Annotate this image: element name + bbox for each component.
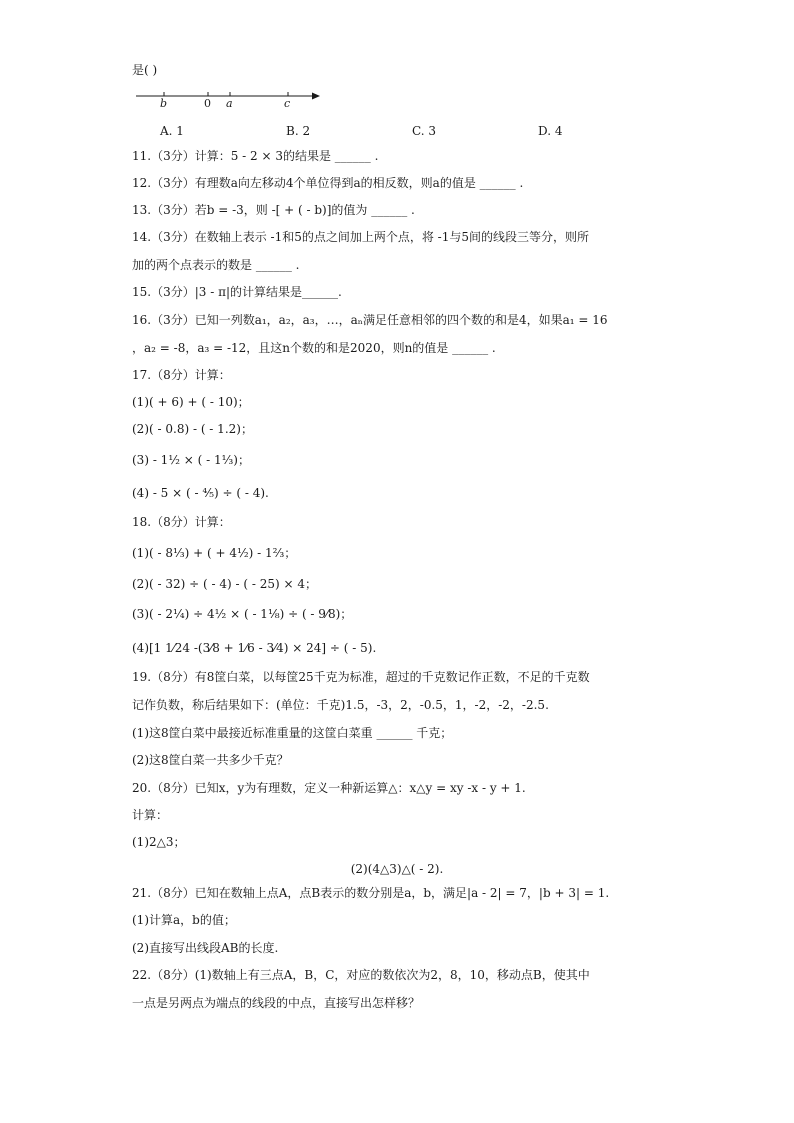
q10-options [160, 124, 600, 140]
question-22-line-2: 一点是另两点为端点的线段的中点，直接写出怎样移？ [132, 996, 421, 1010]
question-14-line-2: 加的两个点表示的数是 ______ . [132, 258, 300, 272]
question-21: 21.（8分）已知在数轴上点A，点B表示的数分别是a，b，满足|a - 2| = 7，|b + 3| = 1. [132, 886, 610, 900]
option-a: A. 1 [160, 124, 184, 138]
question-18: 18.（8分）计算： [132, 515, 231, 529]
number-line-figure [134, 86, 324, 110]
question-18-part-3: (3)( - 2¼) ÷ 4½ × ( - 1⅛) ÷ ( - 9⁄8)； [132, 607, 353, 621]
question-17-part-4: (4) - 5 × ( - ⅘) ÷ ( - 4). [132, 486, 269, 500]
option-b: B. 2 [286, 124, 311, 138]
question-19-part-2: (2)这8筐白菜一共多少千克？ [132, 753, 289, 767]
question-12: 12.（3分）有理数a向左移动4个单位得到a的相反数，则a的值是 ______ . [132, 176, 524, 190]
question-20-compute: 计算： [132, 808, 169, 822]
question-20-part-1: (1)2△3； [132, 835, 186, 849]
question-16-line-2: ，a₂ = -8，a₃ = -12，且这n个数的和是2020，则n的值是 ______ . [132, 341, 496, 355]
question-20-part-2: (2)(4△3)△( - 2). [350, 862, 444, 876]
question-21-part-1: (1)计算a，b的值； [132, 913, 236, 927]
question-19-part-1: (1)这8筐白菜中最接近标准重量的这筐白菜重 ______ 千克； [132, 726, 453, 740]
question-19-line-1: 19.（8分）有8筐白菜，以每筐25千克为标准，超过的千克数记作正数，不足的千克数 [132, 670, 590, 684]
question-11: 11.（3分）计算：5 - 2 × 3的结果是 ______ . [132, 149, 379, 163]
option-c: C. 3 [412, 124, 437, 138]
axis-label-zero: 0 [204, 97, 211, 110]
question-17-part-2: (2)( - 0.8) - ( - 1.2)； [132, 422, 253, 436]
question-16-line-1: 16.（3分）已知一列数a₁，a₂，a₃，…，aₙ满足任意相邻的四个数的和是4，如果a₁ = 16 [132, 313, 608, 327]
axis-label-b: b [160, 97, 168, 110]
question-20: 20.（8分）已知x，y为有理数，定义一种新运算△：x△y = xy -x - y + 1. [132, 781, 526, 795]
axis-label-c: c [284, 97, 291, 110]
question-19-line-2: 记作负数，称后结果如下：(单位：千克)1.5，-3，2，-0.5，1，-2，-2，-2.5. [132, 698, 549, 712]
question-18-part-1: (1)( - 8⅓) + ( + 4½) - 1⅔； [132, 546, 297, 560]
axis-label-a: a [226, 97, 233, 110]
option-d: D. 4 [538, 124, 563, 138]
question-22-line-1: 22.（8分）(1)数轴上有三点A，B，C，对应的数依次为2，8，10，移动点B，使其中 [132, 968, 590, 982]
question-15: 15.（3分）|3 - π|的计算结果是______. [132, 285, 342, 299]
question-14-line-1: 14.（3分）在数轴上表示 -1和5的点之间加上两个点，将 -1与5间的线段三等分，则所 [132, 230, 589, 244]
question-17-part-1: (1)( + 6) + ( - 10)； [132, 395, 250, 409]
question-21-part-2: (2)直接写出线段AB的长度. [132, 941, 279, 955]
q10-tail: 是( ) [132, 63, 158, 77]
question-17: 17.（8分）计算： [132, 368, 231, 382]
question-18-part-2: (2)( - 32) ÷ ( - 4) - ( - 25) × 4； [132, 577, 317, 591]
question-17-part-3: (3) - 1½ × ( - 1⅓)； [132, 453, 250, 467]
question-18-part-4: (4)[1 1⁄24 -(3⁄8 + 1⁄6 - 3⁄4) × 24] ÷ ( - 5). [132, 641, 377, 655]
question-13: 13.（3分）若b = -3，则 -[ + ( - b)]的值为 ______ . [132, 203, 415, 217]
